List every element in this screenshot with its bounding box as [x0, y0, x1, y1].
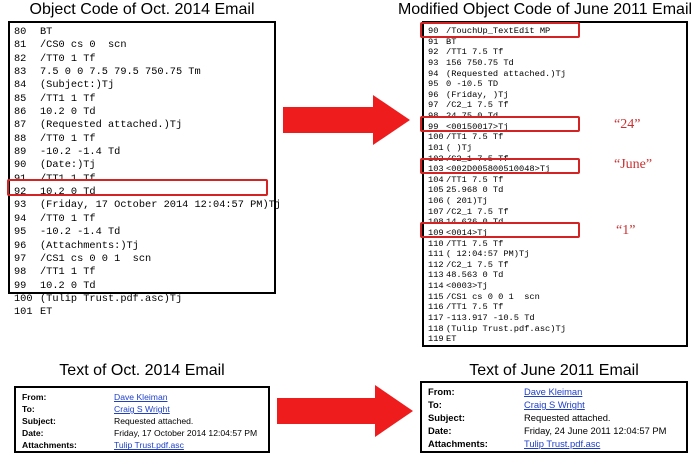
line-text: <002D005800510048>Tj [446, 164, 551, 175]
email-row-from [428, 385, 680, 398]
line-text: /TT1 7.5 Tf [446, 132, 504, 143]
code-line [14, 106, 270, 119]
code-line [428, 47, 682, 58]
line-number: 107 [428, 206, 444, 217]
line-text: 7.5 0 0 7.5 79.5 750.75 Tm [40, 66, 201, 79]
code-line [14, 213, 270, 226]
code-line [428, 292, 682, 303]
line-number: 96 [14, 239, 27, 252]
line-text: /TT1 7.5 Tf [446, 174, 504, 185]
to-link[interactable]: Craig S Wright [524, 399, 585, 410]
code-line [428, 239, 682, 250]
subject-label: Subject: [22, 416, 56, 427]
code-line [428, 132, 682, 143]
attachments-label: Attachments: [22, 440, 77, 451]
line-number: 82 [14, 52, 27, 65]
code-line [14, 133, 270, 146]
email-row-attachments [428, 437, 680, 450]
code-line [14, 119, 270, 132]
line-text: /TT0 1 Tf [40, 132, 96, 145]
line-number: 95 [14, 226, 27, 239]
line-text: <0014>Tj [446, 227, 488, 238]
code-line [14, 53, 270, 66]
code-line [428, 69, 682, 80]
email-row-to [22, 403, 262, 415]
email-row-attachments [22, 439, 262, 451]
line-number: 97 [14, 252, 27, 265]
left-code-heading: Object Code of Oct. 2014 Email [29, 1, 255, 18]
line-text: /TT0 1 Tf [40, 52, 96, 65]
line-number: 91 [14, 172, 27, 185]
line-number: 102 [428, 153, 444, 164]
line-text: BT [40, 26, 53, 38]
line-text: 10.2 0 Td [40, 106, 96, 119]
code-line [428, 79, 682, 90]
to-label: To: [22, 404, 35, 415]
line-number: 117 [428, 312, 444, 323]
line-text: /TT1 7.5 Tf [446, 238, 504, 249]
line-text: /CS0 cs 0 scn [40, 39, 127, 52]
line-number: 98 [428, 111, 439, 121]
line-number: 103 [428, 164, 444, 175]
line-number: 92 [428, 47, 439, 58]
email-row-from [22, 391, 262, 403]
left-text-heading: Text of Oct. 2014 Email [59, 362, 225, 379]
annotation-year: “1” [616, 223, 636, 238]
subject-value: Requested attached. [524, 412, 611, 423]
code-line [428, 185, 682, 196]
code-line [428, 37, 682, 48]
line-text: /TT1 1 Tf [40, 92, 96, 105]
line-text: (Attachments:)Tj [40, 239, 139, 252]
line-text: (Requested attached.)Tj [446, 68, 566, 79]
arrow-right-icon [283, 95, 413, 145]
code-line [428, 90, 682, 101]
annotation-month: “June” [614, 157, 653, 172]
line-number: 111 [428, 249, 444, 260]
date-value: Friday, 17 October 2014 12:04:57 PM [114, 428, 258, 439]
line-text: 14.626 0 Td [446, 217, 504, 228]
line-text: /C2_1 7.5 Tf [446, 259, 509, 270]
from-link[interactable]: Dave Kleiman [524, 386, 583, 397]
line-text: (Requested attached.)Tj [40, 119, 183, 132]
line-number: 90 [428, 26, 439, 36]
code-line [14, 226, 270, 239]
code-line [14, 93, 270, 106]
date-label: Date: [428, 425, 452, 436]
line-text: /TT1 7.5 Tf [446, 47, 504, 58]
attachments-label: Attachments: [428, 438, 488, 449]
email-row-subject [428, 411, 680, 424]
line-number: 114 [428, 281, 444, 291]
code-line [428, 334, 682, 345]
left-email-header [14, 386, 270, 453]
line-number: 101 [14, 306, 33, 319]
code-line [428, 100, 682, 111]
line-text: 10.2 0 Td [40, 186, 96, 199]
line-number: 106 [428, 196, 444, 206]
line-text: /CS1 cs 0 0 1 scn [40, 252, 152, 265]
line-text: (Friday, )Tj [446, 89, 509, 100]
line-number: 80 [14, 26, 27, 38]
line-number: 95 [428, 79, 439, 90]
code-line [14, 266, 270, 279]
line-text: (Friday, 17 October 2014 12:04:57 PM)Tj [40, 199, 281, 212]
line-number: 94 [14, 212, 27, 225]
line-text: ( 12:04:57 PM)Tj [446, 249, 530, 260]
line-number: 85 [14, 92, 27, 105]
line-number: 91 [428, 36, 439, 47]
line-text: 24.75 0 Td [446, 111, 499, 121]
line-text: /CS1 cs 0 0 1 scn [446, 291, 540, 302]
line-number: 112 [428, 259, 444, 270]
line-text: (Date:)Tj [40, 159, 96, 172]
line-text: 10.2 0 Td [40, 279, 96, 292]
line-number: 88 [14, 132, 27, 145]
line-number: 108 [428, 217, 444, 228]
date-value: Friday, 24 June 2011 12:04:57 PM [524, 425, 667, 436]
code-line [14, 26, 270, 39]
line-number: 101 [428, 142, 444, 153]
right-code-heading: Modified Object Code of June 2011 Email [397, 1, 693, 18]
line-number: 110 [428, 238, 444, 249]
line-number: 113 [428, 270, 444, 281]
line-text: /TT1 7.5 Tf [446, 302, 504, 313]
code-line [14, 293, 270, 306]
code-line [428, 58, 682, 69]
line-number: 116 [428, 302, 444, 313]
left-date-line-highlight [7, 179, 268, 199]
code-line [428, 324, 682, 335]
left-code-lines [14, 26, 281, 320]
line-number: 118 [428, 323, 444, 334]
right-email-header [420, 381, 688, 453]
line-text: /TT0 1 Tf [40, 212, 96, 225]
subject-label: Subject: [428, 412, 465, 423]
right-object-code-box [422, 21, 688, 347]
line-number: 105 [428, 185, 444, 196]
code-line [14, 240, 270, 253]
right-code-lines [428, 26, 682, 345]
code-line [428, 207, 682, 218]
from-label: From: [22, 392, 47, 402]
right-text-heading: Text of June 2011 Email [469, 362, 639, 379]
email-row-date [428, 424, 680, 437]
line-number: 81 [14, 39, 27, 52]
line-text: 156 750.75 Td [446, 57, 514, 68]
code-line [14, 253, 270, 266]
code-line [14, 39, 270, 52]
line-number: 93 [428, 57, 439, 68]
line-number: 115 [428, 291, 444, 302]
code-line [428, 143, 682, 154]
date-label: Date: [22, 428, 44, 439]
annotation-day: “24” [614, 117, 641, 132]
line-number: 86 [14, 106, 27, 119]
line-number: 109 [428, 227, 444, 238]
from-label: From: [428, 386, 455, 397]
code-line [14, 66, 270, 79]
email-row-to [428, 398, 680, 411]
line-text: /C2_1 7.5 Tf [446, 206, 509, 217]
line-number: 99 [428, 121, 439, 132]
to-link[interactable]: Craig S Wright [114, 404, 170, 415]
line-number: 93 [14, 199, 27, 212]
line-number: 119 [428, 334, 444, 345]
line-text: ( 201)Tj [446, 196, 488, 206]
code-line [14, 79, 270, 92]
line-text: 25.968 0 Td [446, 185, 504, 196]
line-text: /TouchUp_TextEdit MP [446, 26, 551, 36]
left-object-code-box [8, 21, 281, 319]
line-text: 48.563 0 Td [446, 270, 504, 281]
line-number: 100 [428, 132, 444, 143]
code-line [428, 260, 682, 271]
email-row-subject [22, 415, 262, 427]
line-text: /TT1 1 Tf [40, 172, 96, 185]
line-text: ET [446, 334, 457, 345]
right-line-90-highlight [420, 22, 580, 38]
line-number: 84 [14, 79, 27, 92]
code-line [14, 159, 270, 172]
line-text: /C2_1 7.5 Tf [446, 100, 509, 111]
line-number: 97 [428, 100, 439, 111]
line-text: -113.917 -10.5 Td [446, 312, 535, 323]
line-text: <0003>Tj [446, 281, 488, 291]
code-line [428, 175, 682, 186]
code-line [428, 270, 682, 281]
line-number: 99 [14, 279, 27, 292]
to-label: To: [428, 399, 442, 410]
right-line-109-highlight [420, 222, 580, 238]
line-text: -10.2 -1.4 Td [40, 226, 121, 239]
line-text: <00150017>Tj [446, 121, 509, 132]
line-text: ET [40, 306, 53, 319]
attachment-link[interactable]: Tulip Trust.pdf.asc [114, 440, 184, 451]
line-number: 90 [14, 159, 27, 172]
code-line [14, 146, 270, 159]
line-number: 94 [428, 68, 439, 79]
email-row-date [22, 427, 262, 439]
line-number: 87 [14, 119, 27, 132]
code-line [14, 199, 281, 212]
line-text: 0 -10.5 TD [446, 79, 499, 90]
line-text: BT [446, 36, 457, 47]
line-number: 92 [14, 186, 27, 199]
code-line [428, 302, 682, 313]
line-text: (Tulip Trust.pdf.asc)Tj [40, 292, 183, 305]
line-number: 96 [428, 89, 439, 100]
line-number: 100 [14, 292, 33, 305]
line-number: 98 [14, 266, 27, 279]
right-line-103-highlight [420, 158, 580, 174]
right-line-99-highlight [420, 116, 580, 132]
line-text: /C2_1 7.5 Tf [446, 153, 509, 164]
code-line [428, 281, 682, 292]
code-line [428, 313, 682, 324]
line-text: -10.2 -1.4 Td [40, 146, 121, 159]
from-link[interactable]: Dave Kleiman [114, 392, 168, 402]
line-number: 83 [14, 66, 27, 79]
subject-value: Requested attached. [114, 416, 194, 427]
line-number: 104 [428, 174, 444, 185]
code-line [428, 196, 682, 207]
code-line [14, 306, 270, 319]
line-text: /TT1 1 Tf [40, 266, 96, 279]
code-line [14, 280, 270, 293]
line-text: ( )Tj [446, 142, 473, 153]
attachment-link[interactable]: Tulip Trust.pdf.asc [524, 438, 601, 449]
code-line [428, 249, 682, 260]
line-number: 89 [14, 146, 27, 159]
arrow-right-icon [277, 385, 417, 437]
line-text: (Tulip Trust.pdf.asc)Tj [446, 323, 566, 334]
line-text: (Subject:)Tj [40, 79, 115, 92]
